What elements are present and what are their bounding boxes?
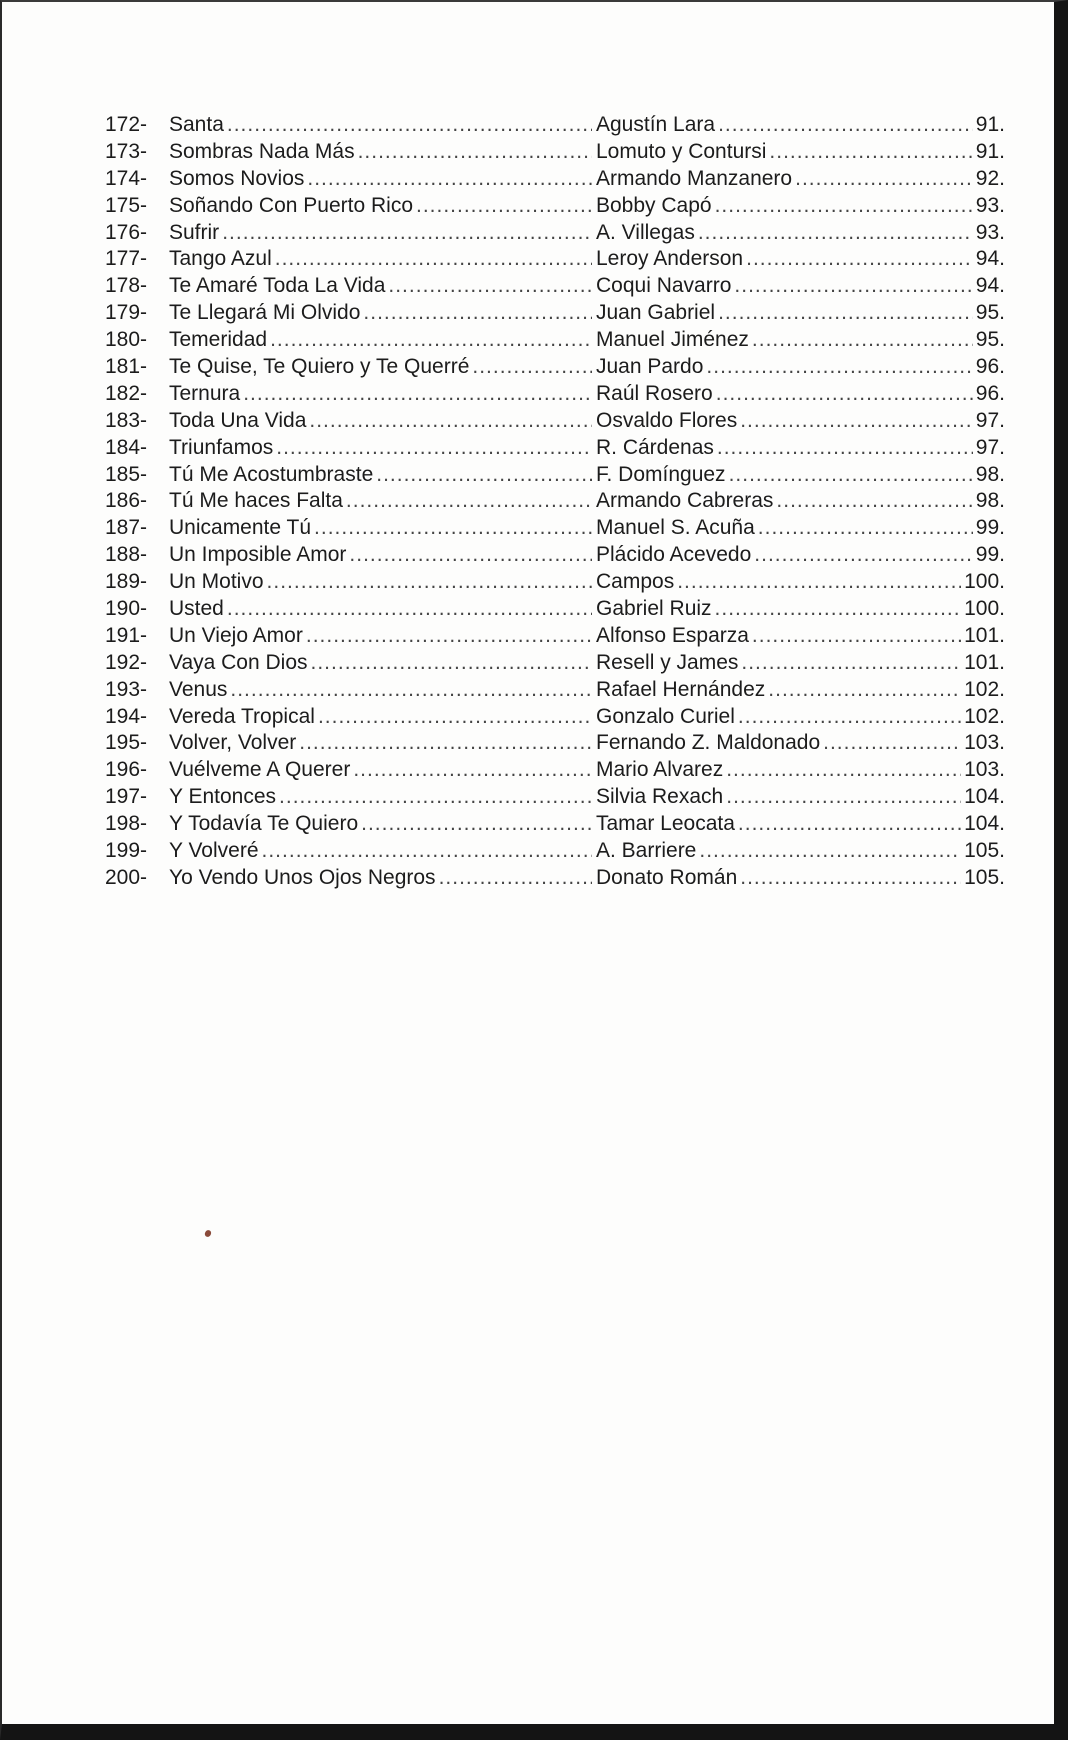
title-column [169, 704, 592, 731]
song-title: Vereda Tropical [169, 704, 315, 728]
song-author: Osvaldo Flores [596, 408, 738, 432]
song-title: Te Amaré Toda La Vida [169, 274, 386, 298]
title-column [169, 462, 592, 489]
title-column [169, 515, 592, 542]
index-row [105, 327, 1005, 354]
index-row [105, 704, 1005, 731]
dot-leader [363, 300, 592, 327]
entry-number: 184- [105, 435, 148, 459]
dot-leader [754, 542, 973, 569]
author-column [592, 488, 1005, 515]
author-column [592, 623, 1005, 650]
title-column [169, 757, 592, 784]
page-number: 102. [964, 677, 1005, 701]
index-row [105, 650, 1005, 677]
page-number: 99. [975, 543, 1005, 567]
author-column [592, 757, 1005, 784]
ink-speck [204, 1229, 213, 1238]
author-column [592, 273, 1005, 300]
entry-number: 194- [105, 704, 148, 728]
author-column [592, 596, 1005, 623]
song-author: F. Domínguez [596, 462, 726, 486]
page-number: 97. [975, 435, 1005, 459]
index-row [105, 246, 1005, 273]
title-column [169, 623, 592, 650]
dot-leader [715, 193, 973, 220]
title-column [169, 569, 592, 596]
page-number: 99. [975, 516, 1005, 540]
entry-number: 198- [105, 812, 148, 836]
entry-number: 185- [105, 462, 148, 486]
dot-leader [776, 488, 972, 515]
title-column [169, 838, 592, 865]
author-column [592, 704, 1005, 731]
page-number: 96. [975, 355, 1005, 379]
song-author: Armando Cabreras [596, 489, 774, 513]
title-column [169, 139, 592, 166]
song-title: Unicamente Tú [169, 516, 312, 540]
song-title: Temeridad [169, 328, 268, 352]
title-column [169, 435, 592, 462]
title-column [169, 865, 592, 892]
index-row [105, 408, 1005, 435]
title-column [169, 730, 592, 757]
page-number: 103. [964, 731, 1005, 755]
song-author: Agustín Lara [596, 113, 716, 136]
page-number: 101. [964, 650, 1005, 674]
dot-leader [718, 300, 973, 327]
entry-number: 178- [105, 274, 148, 298]
page-number: 96. [975, 381, 1005, 405]
author-column [592, 435, 1005, 462]
song-author: Bobby Capó [596, 193, 712, 217]
song-title: Tú Me haces Falta [169, 489, 343, 513]
dot-leader [758, 515, 973, 542]
index-row [105, 515, 1005, 542]
dot-leader [307, 166, 592, 193]
entry-number: 172- [105, 113, 148, 136]
author-column [592, 193, 1005, 220]
author-column [592, 139, 1005, 166]
page-number: 105. [964, 865, 1005, 889]
index-row [105, 354, 1005, 381]
song-author: Juan Gabriel [596, 301, 716, 325]
dot-leader [243, 381, 592, 408]
author-column [592, 515, 1005, 542]
entry-number: 200- [105, 865, 148, 889]
dot-leader [262, 838, 592, 865]
entry-number: 174- [105, 166, 148, 190]
song-author: Rafael Hernández [596, 677, 766, 701]
song-title: Y Volveré [169, 839, 259, 863]
author-column [592, 112, 1005, 139]
song-author: Alfonso Esparza [596, 623, 749, 647]
page-number: 98. [975, 462, 1005, 486]
dot-leader [227, 112, 592, 139]
song-author: Manuel S. Acuña [596, 516, 755, 540]
index-row [105, 435, 1005, 462]
dot-leader [746, 246, 973, 273]
author-column [592, 462, 1005, 489]
song-title: Usted [169, 597, 224, 621]
song-title: Soñando Con Puerto Rico [169, 193, 413, 217]
song-author: Gonzalo Curiel [596, 704, 735, 728]
entry-number: 177- [105, 247, 148, 271]
dot-leader [311, 650, 592, 677]
dot-leader [716, 381, 973, 408]
index-row [105, 300, 1005, 327]
page-number: 97. [975, 408, 1005, 432]
song-author: Campos [596, 570, 675, 594]
index-row [105, 623, 1005, 650]
song-author: Gabriel Ruiz [596, 597, 712, 621]
index-row [105, 193, 1005, 220]
song-title: Vaya Con Dios [169, 650, 308, 674]
entry-number: 186- [105, 489, 148, 513]
dot-leader [388, 273, 592, 300]
author-column [592, 220, 1005, 247]
entry-number: 191- [105, 623, 148, 647]
entry-number: 188- [105, 543, 148, 567]
dot-leader [740, 865, 961, 892]
entry-number: 199- [105, 839, 148, 863]
title-column [169, 596, 592, 623]
dot-leader [677, 569, 961, 596]
title-column [169, 220, 592, 247]
song-author: Plácido Acevedo [596, 543, 752, 567]
song-author: Juan Pardo [596, 355, 704, 379]
index-row [105, 488, 1005, 515]
entry-number: 195- [105, 731, 148, 755]
entry-number: 197- [105, 785, 148, 809]
song-title: Triunfamos [169, 435, 274, 459]
dot-leader [726, 757, 961, 784]
entry-number: 181- [105, 355, 148, 379]
song-title: Y Todavía Te Quiero [169, 812, 359, 836]
author-column [592, 246, 1005, 273]
dot-leader [416, 193, 592, 220]
title-column [169, 300, 592, 327]
dot-leader [276, 435, 592, 462]
song-author: Leroy Anderson [596, 247, 744, 271]
dot-leader [318, 704, 592, 731]
dot-leader [346, 488, 592, 515]
index-row [105, 112, 1005, 139]
title-column [169, 542, 592, 569]
entry-number: 173- [105, 139, 148, 163]
title-column [169, 488, 592, 515]
song-author: Silvia Rexach [596, 785, 724, 809]
entry-number: 176- [105, 220, 148, 244]
song-title: Sufrir [169, 220, 220, 244]
author-column [592, 650, 1005, 677]
dot-leader [358, 139, 592, 166]
song-title: Un Motivo [169, 570, 264, 594]
dot-leader [270, 327, 592, 354]
author-column [592, 677, 1005, 704]
author-column [592, 811, 1005, 838]
dot-leader [439, 865, 592, 892]
dot-leader [267, 569, 592, 596]
song-title: Te Llegará Mi Olvido [169, 301, 361, 325]
index-row [105, 569, 1005, 596]
author-column [592, 784, 1005, 811]
dot-leader [353, 757, 592, 784]
page-number: 91. [975, 139, 1005, 163]
title-column [169, 273, 592, 300]
dot-leader [314, 515, 592, 542]
page-number: 101. [964, 623, 1005, 647]
page-number: 98. [975, 489, 1005, 513]
author-column [592, 542, 1005, 569]
entry-number: 179- [105, 301, 148, 325]
entry-number: 175- [105, 193, 148, 217]
dot-leader [279, 784, 592, 811]
song-author: Armando Manzanero [596, 166, 793, 190]
song-title: Somos Novios [169, 166, 305, 190]
page-number: 95. [975, 328, 1005, 352]
index-row [105, 677, 1005, 704]
song-author: A. Villegas [596, 220, 695, 244]
page-number: 94. [975, 247, 1005, 271]
song-title: Ternura [169, 381, 241, 405]
page-number: 104. [964, 785, 1005, 809]
author-column [592, 381, 1005, 408]
song-title: Te Quise, Te Quiero y Te Querré [169, 355, 470, 379]
dot-leader [698, 220, 973, 247]
page-number: 104. [964, 812, 1005, 836]
title-column [169, 112, 592, 139]
song-title: Un Viejo Amor [169, 623, 303, 647]
index-row [105, 757, 1005, 784]
song-title: Y Entonces [169, 785, 277, 809]
index-row [105, 596, 1005, 623]
song-author: Resell y James [596, 650, 739, 674]
index-row [105, 542, 1005, 569]
page-number: 100. [964, 570, 1005, 594]
dot-leader [349, 542, 592, 569]
dot-leader [823, 730, 961, 757]
dot-leader [752, 327, 973, 354]
entry-number: 196- [105, 758, 148, 782]
entry-number: 183- [105, 408, 148, 432]
title-column [169, 246, 592, 273]
author-column [592, 569, 1005, 596]
song-title: Vuélveme A Querer [169, 758, 351, 782]
dot-leader [222, 220, 592, 247]
dot-leader [472, 354, 592, 381]
dot-leader [376, 462, 592, 489]
song-title: Venus [169, 677, 228, 701]
index-row [105, 273, 1005, 300]
dot-leader [769, 139, 972, 166]
song-title: Yo Vendo Unos Ojos Negros [169, 865, 436, 889]
dot-leader [717, 435, 973, 462]
entry-number: 192- [105, 650, 148, 674]
page-number: 92. [975, 166, 1005, 190]
song-author: Coqui Navarro [596, 274, 732, 298]
author-column [592, 166, 1005, 193]
title-column [169, 166, 592, 193]
dot-leader [726, 784, 961, 811]
dot-leader [299, 730, 592, 757]
index-row [105, 784, 1005, 811]
song-title: Tú Me Acostumbraste [169, 462, 374, 486]
index-row [105, 811, 1005, 838]
song-title: Toda Una Vida [169, 408, 307, 432]
dot-leader [741, 650, 961, 677]
index-row [105, 220, 1005, 247]
entry-number: 182- [105, 381, 148, 405]
page-number: 93. [975, 220, 1005, 244]
index-row [105, 462, 1005, 489]
dot-leader [715, 596, 962, 623]
song-title: Santa [169, 113, 224, 136]
index-row [105, 166, 1005, 193]
index-row [105, 865, 1005, 892]
page-number: 95. [975, 301, 1005, 325]
dot-leader [718, 112, 973, 139]
page-number: 103. [964, 758, 1005, 782]
index-row [105, 139, 1005, 166]
song-author: Donato Román [596, 865, 738, 889]
dot-leader [227, 596, 592, 623]
title-column [169, 354, 592, 381]
song-title: Tango Azul [169, 247, 272, 271]
song-author: Manuel Jiménez [596, 328, 749, 352]
title-column [169, 408, 592, 435]
dot-leader [309, 408, 592, 435]
song-author: Mario Alvarez [596, 758, 724, 782]
dot-leader [734, 273, 972, 300]
page-number: 100. [964, 597, 1005, 621]
dot-leader [768, 677, 961, 704]
index-row [105, 838, 1005, 865]
entry-number: 187- [105, 516, 148, 540]
dot-leader [752, 623, 961, 650]
title-column [169, 650, 592, 677]
index-row [105, 381, 1005, 408]
song-author: Lomuto y Contursi [596, 139, 767, 163]
entry-number: 189- [105, 570, 148, 594]
title-column [169, 677, 592, 704]
dot-leader [795, 166, 973, 193]
author-column [592, 838, 1005, 865]
page-number: 91. [975, 113, 1005, 136]
author-column [592, 408, 1005, 435]
title-column [169, 327, 592, 354]
entry-number: 193- [105, 677, 148, 701]
author-column [592, 327, 1005, 354]
dot-leader [706, 354, 972, 381]
author-column [592, 354, 1005, 381]
page-number: 105. [964, 839, 1005, 863]
song-index [105, 112, 1005, 892]
entry-number: 190- [105, 597, 148, 621]
dot-leader [361, 811, 592, 838]
author-column [592, 865, 1005, 892]
song-title: Sombras Nada Más [169, 139, 355, 163]
dot-leader [729, 462, 973, 489]
title-column [169, 381, 592, 408]
page-number: 93. [975, 193, 1005, 217]
song-title: Un Imposible Amor [169, 543, 347, 567]
author-column [592, 300, 1005, 327]
song-author: A. Barriere [596, 839, 697, 863]
song-title: Volver, Volver [169, 731, 297, 755]
dot-leader [699, 838, 961, 865]
index-row [105, 730, 1005, 757]
song-author: R. Cárdenas [596, 435, 714, 459]
page-number: 94. [975, 274, 1005, 298]
page-number: 102. [964, 704, 1005, 728]
title-column [169, 811, 592, 838]
entry-number: 180- [105, 328, 148, 352]
dot-leader [738, 704, 961, 731]
song-author: Tamar Leocata [596, 812, 735, 836]
author-column [592, 730, 1005, 757]
dot-leader [738, 811, 961, 838]
title-column [169, 193, 592, 220]
dot-leader [740, 408, 973, 435]
dot-leader [230, 677, 592, 704]
dot-leader [306, 623, 592, 650]
song-author: Raúl Rosero [596, 381, 713, 405]
song-author: Fernando Z. Maldonado [596, 731, 821, 755]
dot-leader [275, 246, 592, 273]
title-column [169, 784, 592, 811]
